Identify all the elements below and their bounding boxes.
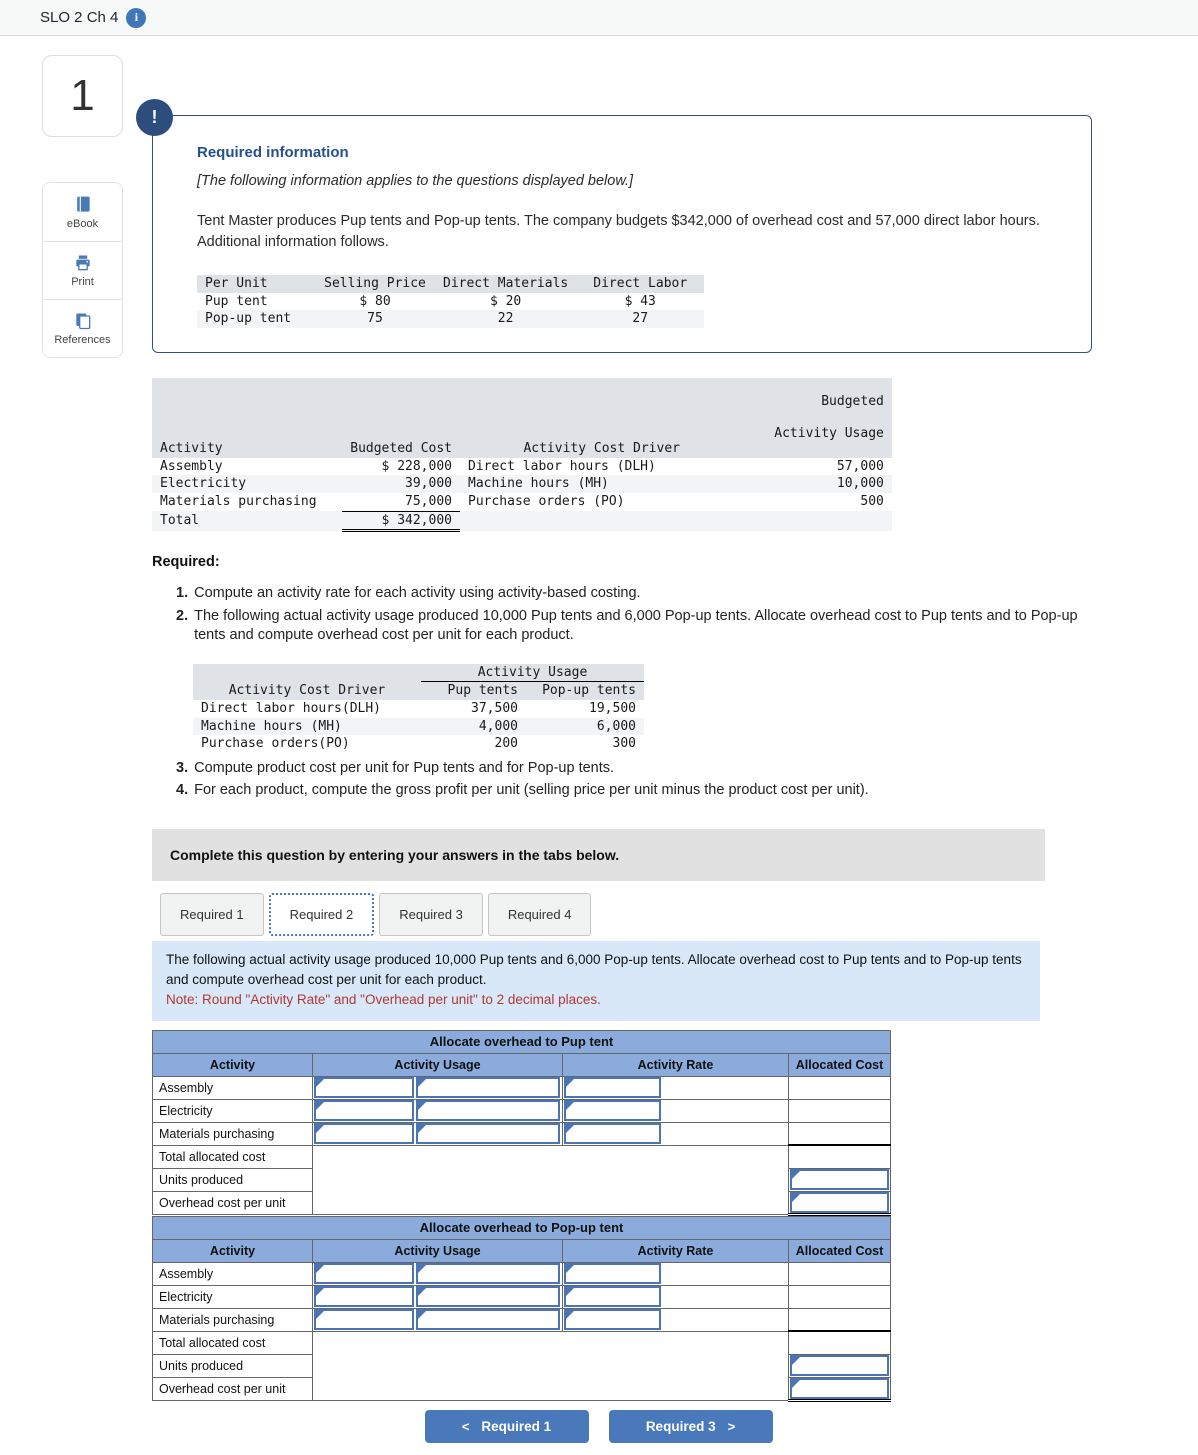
comment-flag-icon: [566, 1311, 574, 1319]
table-row: Direct labor hours(DLH) 37,500 19,500: [201, 701, 636, 717]
comment-flag-icon: [418, 1079, 426, 1087]
comment-flag-icon: [316, 1288, 324, 1296]
chevron-right-icon: >: [727, 1418, 736, 1434]
scenario-paragraph: Tent Master produces Pup tents and Pop-up tents. The company budgets $342,000 of overhead cost and 57,000 direct labor hours. Additional information follows.: [197, 213, 1040, 251]
row-label: Overhead cost per unit: [153, 1191, 313, 1214]
question-number: 1: [42, 55, 123, 137]
pup-electricity-usage-driver-input[interactable]: [416, 1100, 560, 1121]
comment-flag-icon: [566, 1079, 574, 1087]
print-label: Print: [71, 276, 94, 288]
comment-flag-icon: [418, 1102, 426, 1110]
comment-flag-icon: [566, 1125, 574, 1133]
required-information-heading: Required information: [197, 144, 349, 161]
comment-flag-icon: [792, 1171, 800, 1179]
comment-flag-icon: [418, 1288, 426, 1296]
comment-flag-icon: [316, 1311, 324, 1319]
applies-note: [The following information applies to the questions displayed below.]: [197, 173, 634, 189]
comment-flag-icon: [792, 1194, 800, 1202]
popup-units-produced-input[interactable]: [790, 1355, 889, 1376]
pup-assembly-usage-input[interactable]: [314, 1077, 414, 1098]
popup-electricity-usage-driver-input[interactable]: [416, 1286, 560, 1307]
comment-flag-icon: [316, 1265, 324, 1273]
pup-electricity-rate-input[interactable]: [564, 1100, 661, 1121]
tab-required-1[interactable]: Required 1: [160, 893, 264, 936]
activity-cost-driver-header: Activity Cost Driver: [460, 378, 688, 458]
table-row: Pop-up tent 75 22 27: [197, 310, 704, 328]
table-row: Purchase orders(PO) 200 300: [201, 736, 636, 752]
comment-flag-icon: [316, 1079, 324, 1087]
alert-icon: !: [136, 99, 173, 136]
tab-required-3[interactable]: Required 3: [379, 893, 483, 936]
required-information-box: [151, 107, 1092, 353]
print-icon: [73, 253, 93, 273]
tab-required-4[interactable]: Required 4: [488, 893, 592, 936]
popup-assembly-usage-driver-input[interactable]: [416, 1263, 560, 1284]
row-label: Overhead cost per unit: [153, 1377, 313, 1400]
budget-table: [152, 378, 892, 532]
comment-flag-icon: [792, 1380, 800, 1388]
per-unit-header: Per Unit: [197, 275, 315, 293]
assignment-title: SLO 2 Ch 4: [40, 9, 119, 26]
budgeted-cost-header: Budgeted Cost: [342, 378, 460, 458]
row-label: Units produced: [153, 1168, 313, 1191]
ebook-label: eBook: [66, 217, 99, 230]
required-item-3: 3. Compute product cost per unit for Pup tents and for Pop-up tents.: [176, 759, 615, 776]
references-label: References: [54, 334, 111, 346]
table-row: Assembly $ 228,000 Direct labor hours (DLH) 57,000: [160, 458, 884, 474]
info-icon[interactable]: i: [126, 8, 146, 28]
pup-assembly-usage-driver-input[interactable]: [416, 1077, 560, 1098]
table-row: [153, 1145, 891, 1168]
popup-electricity-rate-input[interactable]: [564, 1286, 661, 1307]
comment-flag-icon: [792, 1357, 800, 1365]
row-label: Electricity: [153, 1285, 313, 1308]
row-label: Materials purchasing: [153, 1308, 313, 1331]
pup-tent-allocation-table: Allocate overhead to Pup tent Activity Activity Usage Activity Rate Allocated Cost Assembly Electricity Materials purchasing Total allocated cost Units produced Overhead cost per unit: [152, 1030, 891, 1216]
tab-required-2[interactable]: Required 2: [269, 893, 375, 936]
direct-labor-header: Direct Labor: [576, 275, 704, 293]
required-item-4: 4. For each product, compute the gross profit per unit (selling price per unit minus the product cost per unit).: [176, 782, 869, 799]
ebook-button[interactable]: [43, 183, 122, 241]
ebook-icon: [73, 195, 93, 215]
direct-materials-header: Direct Materials: [435, 275, 576, 293]
pup-electricity-usage-input[interactable]: [314, 1100, 414, 1121]
comment-flag-icon: [566, 1288, 574, 1296]
activity-header: Activity: [152, 378, 342, 458]
pup-materials-usage-input[interactable]: [314, 1123, 414, 1144]
row-label: Materials purchasing: [153, 1122, 313, 1145]
total-row: Total $ 342,000: [152, 511, 892, 531]
comment-flag-icon: [566, 1102, 574, 1110]
tab-navigation: [152, 1410, 1045, 1443]
tab-instruction-panel: [152, 941, 1040, 1021]
popup-assembly-rate-input[interactable]: [564, 1263, 661, 1284]
cost-driver-header: Activity Cost Driver: [193, 682, 421, 700]
table-row: Materials purchasing 75,000 Purchase orders (PO) 500: [160, 493, 884, 510]
pup-electricity-allocated-cost: [789, 1099, 891, 1122]
references-icon: [73, 311, 93, 331]
pup-materials-allocated-cost: [789, 1122, 891, 1145]
print-button[interactable]: [43, 241, 122, 299]
required-item-1: 1. Compute an activity rate for each activity using activity-based costing.: [176, 585, 641, 602]
prev-required-button[interactable]: < Required 1: [425, 1410, 589, 1443]
pup-units-produced-input[interactable]: [790, 1169, 889, 1190]
popup-overhead-per-unit-input[interactable]: [790, 1378, 889, 1399]
popup-tents-header: Pop-up tents: [526, 682, 644, 700]
per-unit-table: [197, 275, 704, 328]
row-label: Units produced: [153, 1354, 313, 1377]
table-row: [153, 1099, 891, 1122]
popup-assembly-usage-input[interactable]: [314, 1263, 414, 1284]
table-row: Machine hours (MH) 4,000 6,000: [193, 718, 644, 736]
row-label: Total allocated cost: [153, 1145, 313, 1168]
table-row: [153, 1285, 891, 1308]
comment-flag-icon: [316, 1125, 324, 1133]
pup-materials-usage-driver-input[interactable]: [416, 1123, 560, 1144]
empty-span-cell: [313, 1145, 789, 1214]
popup-total-allocated-cost: [789, 1331, 891, 1354]
comment-flag-icon: [316, 1102, 324, 1110]
complete-question-banner: Complete this question by entering your answers in the tabs below.: [152, 829, 1045, 881]
pup-total-allocated-cost: [789, 1145, 891, 1168]
table-row: [153, 1262, 891, 1285]
tab-instruction-text: The following actual activity usage produced 10,000 Pup tents and 6,000 Pop-up tents. Allocate overhead cost to Pup tents and to Pop-up tents and compute overhead cost per unit for each product.: [166, 951, 1022, 988]
comment-flag-icon: [418, 1311, 426, 1319]
required-item-2: 2. The following actual activity usage produced 10,000 Pup tents and 6,000 Pop-up tents. Allocate overhead cost to Pup tents and to Pop-up tents and compute overhead cost per unit for each product.: [176, 607, 1078, 644]
row-label: Assembly: [153, 1076, 313, 1099]
row-label: Total allocated cost: [153, 1331, 313, 1354]
popup-electricity-usage-input[interactable]: [314, 1286, 414, 1307]
table-row: [153, 1331, 891, 1354]
row-label: Electricity: [153, 1099, 313, 1122]
empty-span-cell: [313, 1331, 789, 1400]
popup-materials-usage-input[interactable]: [314, 1309, 414, 1330]
table-row: [153, 1122, 891, 1145]
table-row: Electricity 39,000 Machine hours (MH) 10,000: [152, 475, 892, 493]
chevron-left-icon: <: [461, 1418, 470, 1434]
activity-usage-group-header: Activity Usage: [421, 664, 644, 682]
popup-materials-allocated-cost: [789, 1308, 891, 1331]
pup-overhead-per-unit-input[interactable]: [790, 1192, 889, 1213]
pup-tents-header: Pup tents: [421, 682, 526, 700]
pup-table-title: Allocate overhead to Pup tent: [153, 1030, 891, 1053]
popup-electricity-allocated-cost: [789, 1285, 891, 1308]
selling-price-header: Selling Price: [315, 275, 435, 293]
comment-flag-icon: [418, 1265, 426, 1273]
next-required-button[interactable]: Required 3 >: [609, 1410, 773, 1443]
pup-assembly-allocated-cost: [789, 1076, 891, 1099]
popup-materials-usage-driver-input[interactable]: [416, 1309, 560, 1330]
pup-assembly-rate-input[interactable]: [564, 1077, 661, 1098]
rounding-note: Note: Round "Activity Rate" and "Overhead per unit" to 2 decimal places.: [166, 992, 601, 1008]
popup-materials-rate-input[interactable]: [564, 1309, 661, 1330]
assignment-header: [0, 0, 1198, 36]
table-row: Pup tent $ 80 $ 20 $ 43: [205, 293, 656, 309]
references-button[interactable]: [43, 299, 122, 357]
row-label: Assembly: [153, 1262, 313, 1285]
left-rail: [42, 55, 123, 1455]
budgeted-activity-usage-header: Budgeted Activity Usage: [688, 378, 892, 458]
comment-flag-icon: [566, 1265, 574, 1273]
comment-flag-icon: [418, 1125, 426, 1133]
pup-materials-rate-input[interactable]: [564, 1123, 661, 1144]
popup-assembly-allocated-cost: [789, 1262, 891, 1285]
table-row: [153, 1076, 891, 1099]
popup-table-title: Allocate overhead to Pop-up tent: [153, 1216, 891, 1239]
required-tabs: [152, 893, 1093, 936]
popup-tent-allocation-table: Allocate overhead to Pop-up tent Activity Activity Usage Activity Rate Allocated Cost Assembly Electricity Materials purchasing Total allocated cost Units produced Overhead cost per unit: [152, 1216, 891, 1402]
activity-usage-table: [193, 664, 644, 753]
required-heading: Required:: [152, 554, 220, 571]
table-row: [153, 1308, 891, 1331]
